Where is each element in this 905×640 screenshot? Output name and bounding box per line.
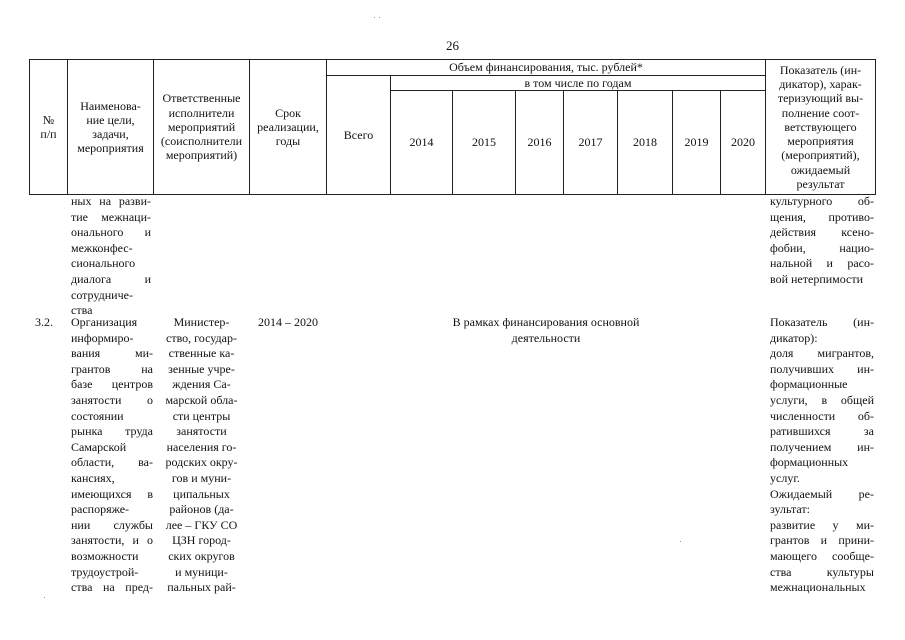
header-year-2014: 2014 — [409, 135, 434, 150]
header-finance-title: Объем финансирования, тыс. рублей* — [449, 60, 643, 75]
header-total: Всего — [343, 127, 374, 142]
header-year-2019: 2019 — [684, 135, 709, 150]
scan-speck — [680, 541, 681, 542]
header-indicator: Показатель (ин- дикатор), харак- теризующий вы- полнение соот- ветствующего мероприятия (мероприятий), ожидаемый результат — [777, 63, 864, 191]
header-year-2015: 2015 — [472, 135, 496, 150]
row-executors: Министер- ство, государ- ственные ка- зенные учре- ждения Са- марской обла- сти центры занятости населения го- родских окру- гов и муни- ципальных районов (да- лее – ГКУ СО ЦЗН город- ских округов и муници- пальных рай- — [165, 315, 238, 595]
row-finance: В рамках финансирования основной деятельности — [452, 315, 640, 345]
header-exec: Ответственные исполнители мероприятий (соисполнители мероприятий) — [160, 91, 243, 163]
row-name: Организация информиро- вания ми- грантов на базе центров занятости о состоянии рынка труда Самарской области, ва- кансиях, имеющихся в распоряже- нии службы занятости, и о возможности трудоустрой- ства на пред- — [71, 315, 153, 595]
scan-speck — [374, 17, 375, 18]
table-right-border — [875, 59, 876, 195]
header-year-2017: 2017 — [578, 135, 603, 150]
header-year-2020: 2020 — [731, 135, 755, 150]
header-name: Наименова- ние цели, задачи, мероприятия — [77, 98, 144, 156]
header-year-2018: 2018 — [633, 135, 657, 150]
header-years-title: в том числе по годам — [524, 75, 632, 90]
row-term: 2014 – 2020 — [258, 315, 318, 329]
header-num: № п/п — [40, 112, 57, 141]
continuation-name: ных на разви- тие межнаци- онального и межконфес- сионального диалога и сотрудниче- ства — [71, 194, 151, 318]
page-number: 26 — [446, 38, 459, 53]
header-year-2016: 2016 — [527, 135, 552, 150]
scan-speck — [379, 17, 380, 18]
row-number: 3.2. — [35, 315, 53, 329]
scan-speck — [44, 597, 45, 598]
header-term: Срок реализации, годы — [257, 105, 319, 149]
continuation-indicator: культурного об- щения, противо- действия ксено- фобии, нацио- нальной и расо- вой нетерпимости — [770, 194, 874, 286]
row-indicator: Показатель (ин- дикатор): доля мигрантов, получивших ин- формационные услуги, в общей численности об- ратившихся за получением ин- формационных услуг. Ожидаемый ре- зультат: развитие у ми- грантов и прини- мающего сообще- ства культуры межнациональных — [770, 315, 874, 595]
